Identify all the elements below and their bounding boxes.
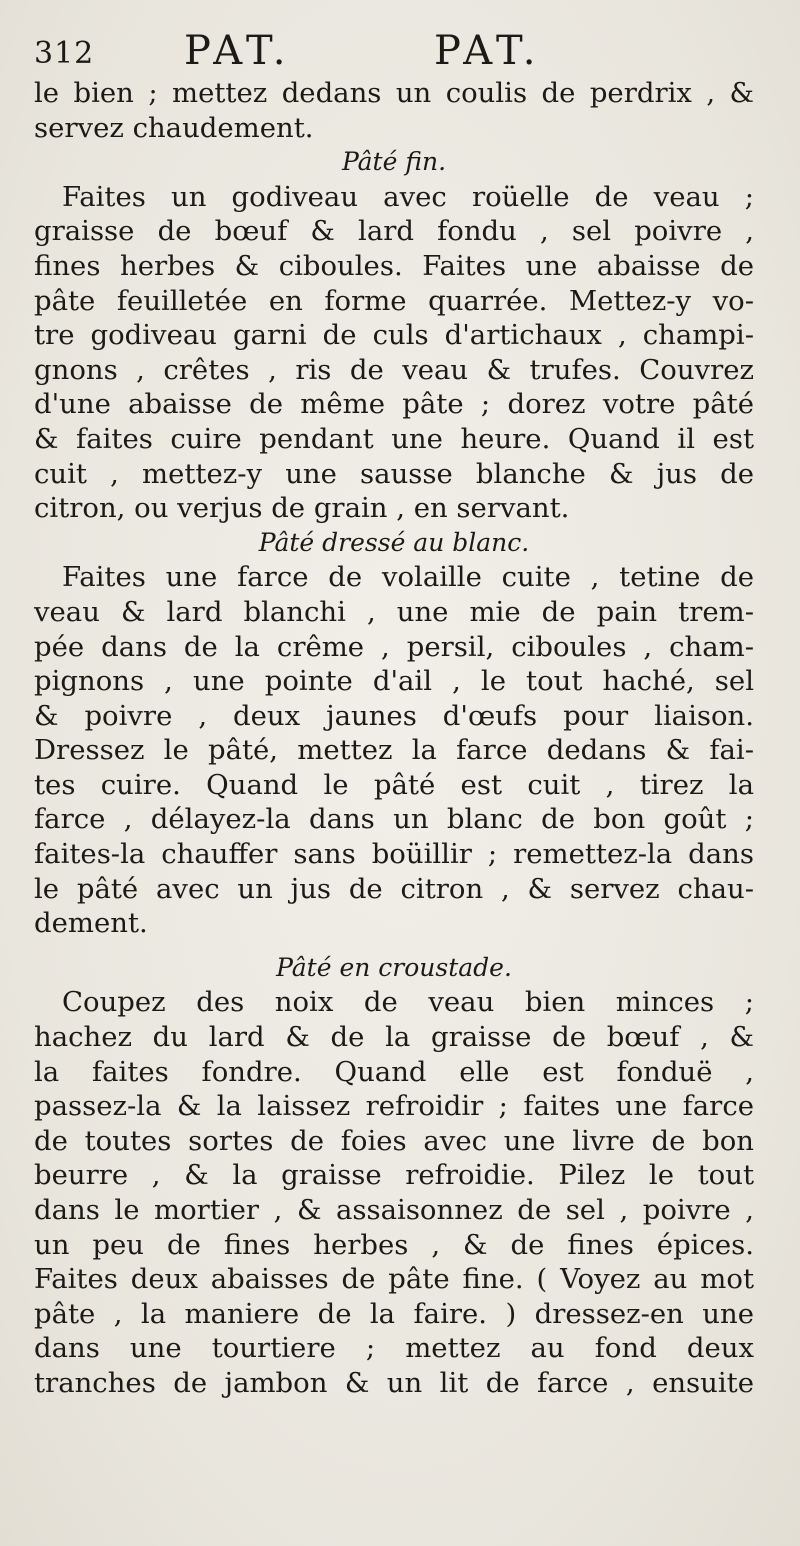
section-continuation	[34, 76, 754, 145]
recipe-heading: Pâté dressé au blanc.	[258, 527, 530, 557]
text-line: Faites un godiveau avec roüelle de veau ;	[62, 180, 754, 213]
text-line: veau & lard blanchi , une mie de pain trem-	[34, 595, 754, 628]
running-head-right: PAT.	[434, 28, 542, 74]
text-line: la faites fondre. Quand elle est fonduë ,	[34, 1055, 754, 1088]
text-line: pâte feuilletée en forme quarrée. Mettez-y vo-	[34, 284, 754, 317]
page-header	[34, 28, 774, 74]
page-text	[34, 76, 754, 1401]
text-line: passez-la & la laissez refroidir ; faites une farce	[34, 1090, 754, 1123]
text-line: dans une tourtiere ; mettez au fond deux	[34, 1332, 754, 1365]
text-line: & faites cuire pendant une heure. Quand il est	[34, 422, 754, 455]
running-head-left: PAT.	[184, 28, 292, 74]
recipe-heading: Pâté en croustade.	[276, 952, 512, 982]
text-line: farce , délayez-la dans un blanc de bon goût ;	[34, 803, 754, 836]
text-line: fines herbes & ciboules. Faites une abaisse de	[34, 249, 754, 282]
text-line: Coupez des noix de veau bien minces ;	[62, 986, 754, 1019]
recipe-heading: Pâté fin.	[341, 147, 447, 177]
text-line: un peu de fines herbes , & de fines épices.	[34, 1228, 754, 1261]
text-line: Faites deux abaisses de pâte fine. ( Voyez au mot	[34, 1263, 754, 1296]
text-line: pée dans de la crême , persil, ciboules , cham-	[34, 630, 754, 663]
text-line: Dressez le pâté, mettez la farce dedans & fai-	[34, 734, 754, 767]
text-line: & poivre , deux jaunes d'œufs pour liaison.	[34, 699, 754, 732]
text-line: de toutes sortes de foies avec une livre de bon	[34, 1124, 754, 1157]
section-gap	[34, 941, 754, 951]
text-line: dans le mortier , & assaisonnez de sel , poivre ,	[34, 1194, 754, 1226]
recipe-pate-dresse-au-blanc	[34, 526, 754, 941]
text-line: d'une abaisse de même pâte ; dorez votre pâté	[34, 388, 754, 421]
text-line: gnons , crêtes , ris de veau & trufes. Couvrez	[34, 353, 754, 386]
page-number: 312	[34, 36, 95, 71]
text-line: pâte , la maniere de la faire. ) dressez-en une	[34, 1297, 754, 1330]
text-line: cuit , mettez-y une sausse blanche & jus de	[34, 457, 754, 490]
text-line: le pâté avec un jus de citron , & servez chau-	[34, 872, 754, 905]
text-line: servez chaudement.	[34, 111, 314, 144]
text-line: citron, ou verjus de grain , en servant.	[34, 492, 570, 525]
text-line: pignons , une pointe d'ail , le tout haché, sel	[34, 665, 754, 698]
text-line: Faites une farce de volaille cuite , tetine de	[62, 561, 754, 594]
text-line: dement.	[34, 907, 148, 940]
text-line: tranches de jambon & un lit de farce , ensuite	[34, 1366, 754, 1399]
text-line: tes cuire. Quand le pâté est cuit , tirez la	[34, 768, 754, 801]
text-line: beurre , & la graisse refroidie. Pilez le tout	[34, 1159, 754, 1192]
recipe-pate-fin	[34, 145, 754, 526]
text-line: faites-la chauffer sans boüillir ; remettez-la dans	[34, 838, 754, 871]
text-line: hachez du lard & de la graisse de bœuf , &	[34, 1021, 754, 1054]
text-line: graisse de bœuf & lard fondu , sel poivre ,	[34, 215, 754, 248]
text-line: le bien ; mettez dedans un coulis de perdrix , &	[34, 77, 754, 109]
text-line: tre godiveau garni de culs d'artichaux , champi-	[34, 319, 754, 352]
recipe-pate-en-croustade	[34, 951, 754, 1401]
